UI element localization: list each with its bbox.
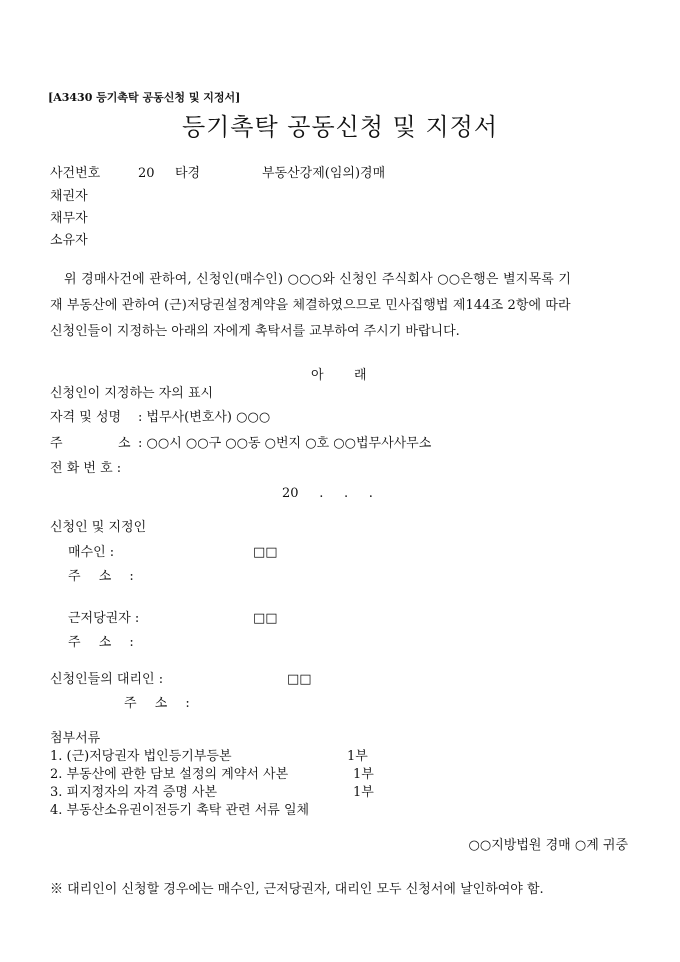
designee-title: 신청인이 지정하는 자의 표시 xyxy=(50,386,214,401)
page-title: 등기촉탁 공동신청 및 지정서 xyxy=(181,113,499,141)
body-line-2: 재 부동산에 관하여 (근)저당권설정계약을 체결하였으므로 민사집행법 제144조 2항에 따라 xyxy=(50,298,571,313)
attachment-item: 2. 부동산에 관한 담보 설정의 계약서 사본 xyxy=(50,767,289,782)
buyer-label: 매수인 : xyxy=(68,545,115,560)
address-value: : ○○시 ○○구 ○○동 ○번지 ○호 ○○법무사사무소 xyxy=(138,436,432,451)
attachment-qty: 1부 xyxy=(347,749,368,764)
recipient: ○○지방법원 경매 ○계 귀중 xyxy=(468,838,628,853)
below-heading-b: 래 xyxy=(354,368,367,383)
attachment-item: 4. 부동산소유권이전등기 촉탁 관련 서류 일체 xyxy=(50,803,310,818)
mortgagee-label: 근저당권자 : xyxy=(68,611,140,626)
attachment-item: 3. 피지정자의 자격 증명 사본 xyxy=(50,785,218,800)
date-line: 20 . . . xyxy=(282,486,373,501)
owner-label: 소유자 xyxy=(50,233,88,248)
case-year: 20 xyxy=(138,166,155,181)
qualification-label: 자격 및 성명 xyxy=(50,410,122,425)
form-code: [A3430 등기촉탁 공동신청 및 지정서] xyxy=(48,91,241,104)
applicants-title: 신청인 및 지정인 xyxy=(50,520,147,535)
case-number-label: 사건번호 xyxy=(50,166,101,181)
case-kind: 부동산강제(임의)경매 xyxy=(262,166,386,181)
buyer-address-label: 주 소 : xyxy=(68,569,134,584)
body-line-3: 신청인들이 지정하는 아래의 자에게 촉탁서를 교부하여 주시기 바랍니다. xyxy=(50,324,460,339)
attachment-qty: 1부 xyxy=(353,785,374,800)
buyer-name: □□ xyxy=(253,545,278,560)
below-heading-a: 아 xyxy=(311,368,324,383)
debtor-label: 채무자 xyxy=(50,211,88,226)
body-line-1: 위 경매사건에 관하여, 신청인(매수인) ○○○와 신청인 주식회사 ○○은행은 별지목록 기 xyxy=(64,272,572,287)
case-type: 타경 xyxy=(175,166,201,181)
mortgagee-address-label: 주 소 : xyxy=(68,635,134,650)
agent-label: 신청인들의 대리인 : xyxy=(50,672,164,687)
footnote: ※ 대리인이 신청할 경우에는 매수인, 근저당권자, 대리인 모두 신청서에 날인하여야 함. xyxy=(50,882,544,897)
address-label-a: 주 xyxy=(50,436,63,451)
attachment-qty: 1부 xyxy=(353,767,374,782)
phone-label: 전 화 번 호 : xyxy=(50,461,122,476)
agent-name: □□ xyxy=(287,672,312,687)
creditor-label: 채권자 xyxy=(50,189,88,204)
attachments-title: 첨부서류 xyxy=(50,731,101,746)
agent-address-label: 주 소 : xyxy=(124,696,190,711)
mortgagee-name: □□ xyxy=(253,611,278,626)
qualification-value: : 법무사(변호사) ○○○ xyxy=(138,410,271,425)
address-label-b: 소 xyxy=(118,436,131,451)
attachment-item: 1. (근)저당권자 법인등기부등본 xyxy=(50,749,232,764)
